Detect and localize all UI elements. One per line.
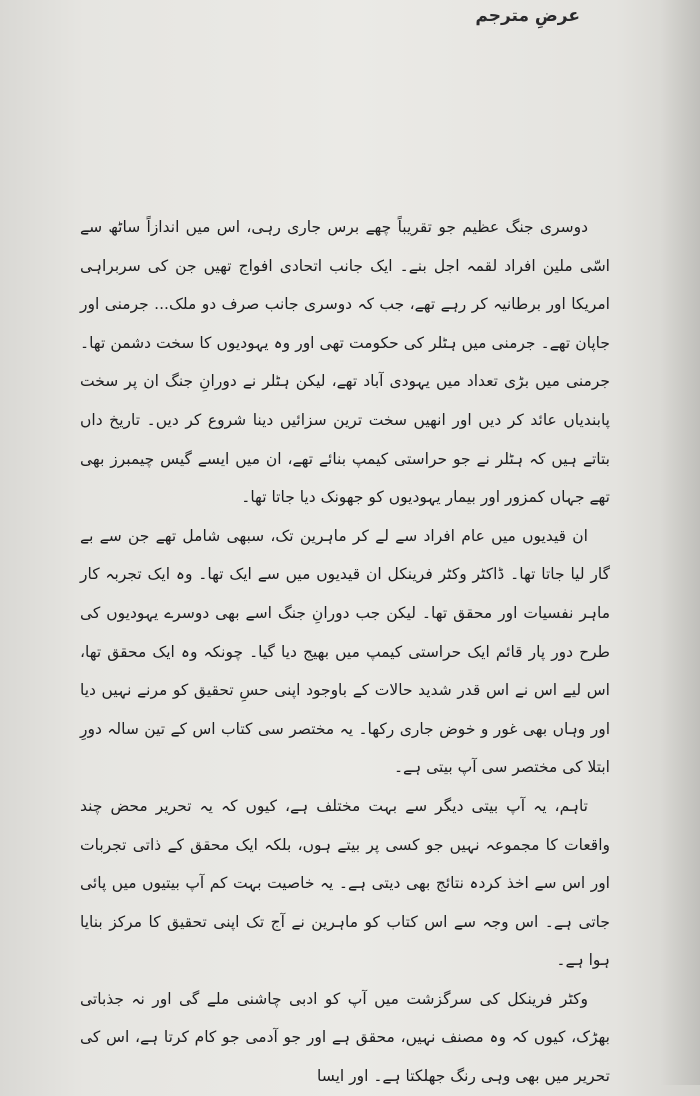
paragraph-2: ان قیدیوں میں عام افراد سے لے کر ماہرین تک، سبھی شامل تھے جن سے بے گار لیا جاتا تھا۔ ڈاکٹر وکٹر فرینکل ان قیدیوں میں سے ایک تھا۔ وہ ایک تجربہ کار ماہر نفسیات اور محقق تھا۔ لیکن جب دورانِ جنگ اسے بھی دوسرے یہودیوں کی طرح دور پار قائم ایک حراستی کیمپ میں بھیج دیا گیا۔ چونکہ وہ ایک محقق تھا، اس لیے اس نے اس قدر شدید حالات کے باوجود اپنی حسِ تحقیق کو مرنے نہیں دیا اور وہاں بھی غور و خوض جاری رکھا۔ یہ مختصر سی کتاب اس کے تین سالہ دورِ ابتلا کی مختصر سی آپ بیتی ہے۔ xyxy=(80,526,610,777)
paragraph-3: تاہم، یہ آپ بیتی دیگر سے بہت مختلف ہے، کیوں کہ یہ تحریر محض چند واقعات کا مجموعہ نہیں جو کسی پر بیتے ہوں، بلکہ ایک محقق کے ذاتی تجربات اور اس سے اخذ کردہ نتائج بھی دیتی ہے۔ یہ خاصیت بہت کم آپ بیتیوں میں پائی جاتی ہے۔ اس وجہ سے اس کتاب کو ماہرین نے آج تک اپنی تحقیق کا مرکز بنایا ہوا ہے۔ xyxy=(80,796,610,970)
paragraph-4: وکٹر فرینکل کی سرگزشت میں آپ کو ادبی چاشنی ملے گی اور نہ جذباتی بھڑک، کیوں کہ وہ مصنف نہیں، محقق ہے اور جو آدمی جو کام کرتا ہے، اس کی تحریر میں بھی وہی رنگ جھلکتا ہے۔ اور ایسا xyxy=(80,989,610,1086)
paragraph-1: دوسری جنگ عظیم جو تقریباً چھے برس جاری رہی، اس میں اندازاً ساٹھ سے اسّی ملین افراد لقمہ اجل بنے۔ ایک جانب اتحادی افواج تھیں جن کی سربراہی امریکا اور برطانیہ کر رہے تھے، جب کہ دوسری جانب صرف دو ملک... جرمنی اور جاپان تھے۔ جرمنی میں ہٹلر کی حکومت تھی اور وہ یہودیوں کا سخت دشمن تھا۔ جرمنی میں بڑی تعداد میں یہودی آباد تھے، لیکن ہٹلر نے دورانِ جنگ ان پر سخت پابندیاں عائد کر دیں اور انھیں سخت ترین سزائیں دینا شروع کر دیں۔ تاریخ داں بتاتے ہیں کہ ہٹلر نے جو حراستی کیمپ بنائے تھے، ان میں ایسے گیس چیمبرز بھی تھے جہاں کمزور اور بیمار یہودیوں کو جھونک دیا جاتا تھا۔ xyxy=(80,218,610,507)
page-edge-shadow xyxy=(660,0,700,1085)
page-body xyxy=(80,208,610,1096)
chapter-heading: عرضِ مترجم xyxy=(475,6,580,26)
